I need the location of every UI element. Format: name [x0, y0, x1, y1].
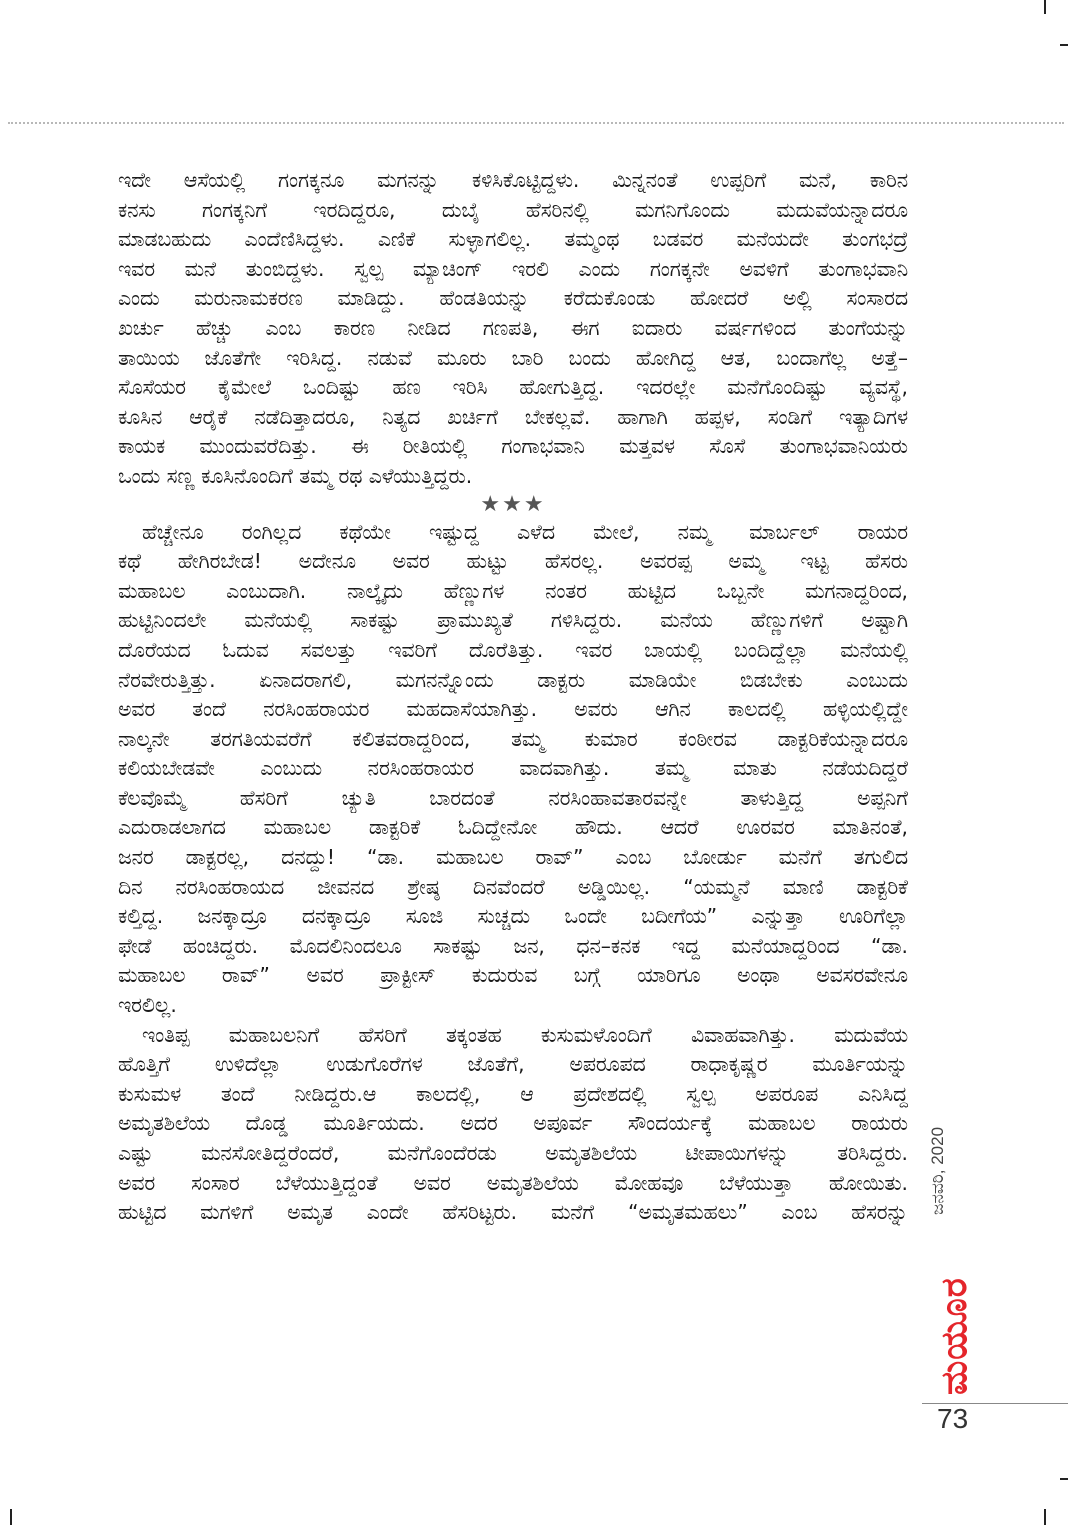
crop-mark-top-right: [1044, 0, 1046, 14]
text-line: ಅವರ ತಂದೆ ನರಸಿಂಹರಾಯರ ಮಹದಾಸೆಯಾಗಿತ್ತು. ಅವರು ಆಗಿನ ಕಾಲದಲ್ಲಿ ಹಳ್ಳಿಯಲ್ಲಿದ್ದೇ: [118, 697, 908, 722]
crop-mark-bottom-left: [10, 1509, 12, 1525]
issue-date: ಜನವರಿ, 2020: [928, 1126, 947, 1215]
text-line: ತಾಯಿಯ ಜೊತೆಗೇ ಇರಿಸಿದ್ದ. ನಡುವೆ ಮೂರು ಬಾರಿ ಬಂದು ಹೋಗಿದ್ದ ಆತ, ಬಂದಾಗೆಲ್ಲ ಅತ್ತೆ–: [118, 345, 908, 370]
paragraph-2: [118, 518, 908, 1021]
text-line: ದಿನ ನರಸಿಂಹರಾಯದ ಜೀವನದ ಶ್ರೇಷ್ಠ ದಿನವೆಂದರೆ ಅಡ್ಡಿಯಿಲ್ಲ. “ಯಮ್ಮನೆ ಮಾಣಿ ಡಾಕ್ಟರಿಕೆ: [118, 874, 908, 899]
text-line: ಕಾಯಕ ಮುಂದುವರೆದಿತ್ತು. ಈ ರೀತಿಯಲ್ಲಿ ಗಂಗಾಭವಾನಿ ಮತ್ತವಳ ಸೊಸೆ ತುಂಗಾಭವಾನಿಯರು: [118, 434, 908, 459]
magazine-logo: ಮಯೂರ: [934, 1277, 975, 1395]
text-line: ಎಂದು ಮರುನಾಮಕರಣ ಮಾಡಿದ್ದು. ಹೆಂಡತಿಯನ್ನು ಕರೆದುಕೊಂಡು ಹೋದರೆ ಅಲ್ಲಿ ಸಂಸಾರದ: [118, 286, 908, 311]
text-line: ಒಂದು ಸಣ್ಣ ಕೂಸಿನೊಂದಿಗೆ ತಮ್ಮ ರಥ ಎಳೆಯುತ್ತಿದ್ದರು.: [118, 463, 473, 488]
paragraph-1: [118, 166, 908, 492]
text-line: ದೊರೆಯದ ಓದುವ ಸವಲತ್ತು ಇವರಿಗೆ ದೊರೆತಿತ್ತು. ಇವರ ಬಾಯಲ್ಲಿ ಬಂದಿದ್ದೆಲ್ಲಾ ಮನೆಯಲ್ಲಿ: [118, 637, 908, 662]
crop-mark-bottom-right-dash: [1060, 1478, 1068, 1480]
text-line: ಕೂಸಿನ ಆರೈಕೆ ನಡೆದಿತ್ತಾದರೂ, ನಿತ್ಯದ ಖರ್ಚಿಗೆ ಬೇಕಲ್ಲವೆ. ಹಾಗಾಗಿ ಹಪ್ಪಳ, ಸಂಡಿಗೆ ಇತ್ಯಾದಿಗಳ: [118, 404, 908, 429]
text-line: ಹೆಚ್ಚೇನೂ ರಂಗಿಲ್ಲದ ಕಥೆಯೇ ಇಷ್ಟುದ್ದ ಎಳೆದ ಮೇಲೆ, ನಮ್ಮ ಮಾರ್ಬಲ್ ರಾಯರ: [142, 519, 908, 544]
text-line: ಕೆಲವೊಮ್ಮೆ ಹೆಸರಿಗೆ ಚ್ಯುತಿ ಬಾರದಂತೆ ನರಸಿಂಹಾವತಾರವನ್ನೇ ತಾಳುತ್ತಿದ್ದ ಅಪ್ಪನಿಗೆ: [118, 785, 908, 810]
text-line: ಅವರ ಸಂಸಾರ ಬೆಳೆಯುತ್ತಿದ್ದಂತೆ ಅವರ ಅಮೃತಶಿಲೆಯ ಮೋಹವೂ ಬೆಳೆಯುತ್ತಾ ಹೋಯಿತು.: [118, 1170, 908, 1195]
text-line: ಎದುರಾಡಲಾಗದ ಮಹಾಬಲ ಡಾಕ್ಟರಿಕೆ ಓದಿದ್ದೇನೋ ಹೌದು. ಆದರೆ ಊರವರ ಮಾತಿನಂತೆ,: [118, 815, 908, 840]
crop-mark-bottom-right: [1044, 1509, 1046, 1525]
text-line: ಇದೇ ಆಸೆಯಲ್ಲಿ ಗಂಗಕ್ಕನೂ ಮಗನನ್ನು ಕಳಿಸಿಕೊಟ್ಟಿದ್ದಳು. ಮಿನ್ನನಂತೆ ಉಪ್ಪರಿಗೆ ಮನೆ, ಕಾರಿನ: [118, 168, 908, 192]
text-line: ಇವರ ಮನೆ ತುಂಬಿದ್ದಳು. ಸ್ವಲ್ಪ ಮ್ಯಾಚಿಂಗ್ ಇರಲಿ ಎಂದು ಗಂಗಕ್ಕನೇ ಅವಳಿಗೆ ತುಂಗಾಭವಾನಿ: [118, 256, 908, 281]
text-line: ಹೊತ್ತಿಗೆ ಉಳಿದೆಲ್ಲಾ ಉಡುಗೊರೆಗಳ ಜೊತೆಗೆ, ಅಪರೂಪದ ರಾಧಾಕೃಷ್ಣರ ಮೂರ್ತಿಯನ್ನು: [118, 1052, 908, 1077]
text-line: ನೆರವೇರುತ್ತಿತ್ತು. ಏನಾದರಾಗಲಿ, ಮಗನನ್ನೊಂದು ಡಾಕ್ಟರು ಮಾಡಿಯೇ ಬಿಡಬೇಕು ಎಂಬುದು: [118, 667, 908, 692]
section-separator: ★★★: [480, 491, 546, 517]
text-line: ಹುಟ್ಟಿನಿಂದಲೇ ಮನೆಯಲ್ಲಿ ಸಾಕಷ್ಟು ಪ್ರಾಮುಖ್ಯತೆ ಗಳಿಸಿದ್ದರು. ಮನೆಯ ಹೆಣ್ಣುಗಳಿಗೆ ಅಷ್ಟಾಗಿ: [118, 608, 908, 633]
text-line: ಮಹಾಬಲ ಎಂಬುದಾಗಿ. ನಾಲ್ಕೈದು ಹೆಣ್ಣುಗಳ ನಂತರ ಹುಟ್ಟಿದ ಒಬ್ಬನೇ ಮಗನಾದ್ದರಿಂದ,: [118, 578, 908, 603]
text-line: ಕನಸು ಗಂಗಕ್ಕನಿಗೆ ಇರದಿದ್ದರೂ, ದುಬೈ ಹೆಸರಿನಲ್ಲಿ ಮಗನಿಗೊಂದು ಮದುವೆಯನ್ನಾದರೂ: [118, 197, 908, 222]
text-line: ಮಹಾಬಲ ರಾವ್” ಅವರ ಪ್ರಾಕ್ಟೀಸ್ ಕುದುರುವ ಬಗ್ಗೆ ಯಾರಿಗೂ ಅಂಥಾ ಅವಸರವೇನೂ: [118, 963, 908, 988]
text-line: ಇಂತಿಪ್ಪ ಮಹಾಬಲನಿಗೆ ಹೆಸರಿಗೆ ತಕ್ಕಂತಹ ಕುಸುಮಳೊಂದಿಗೆ ವಿವಾಹವಾಗಿತ್ತು. ಮದುವೆಯ: [142, 1022, 908, 1047]
text-line: ಹುಟ್ಟಿದ ಮಗಳಿಗೆ ಅಮೃತ ಎಂದೇ ಹೆಸರಿಟ್ಟರು. ಮನೆಗೆ “ಅಮೃತಮಹಲು” ಎಂಬ ಹೆಸರನ್ನು: [118, 1200, 908, 1225]
text-line: ಸೊಸೆಯರ ಕೈಮೇಲೆ ಒಂದಿಷ್ಟು ಹಣ ಇರಿಸಿ ಹೋಗುತ್ತಿದ್ದ. ಇದರಲ್ಲೇ ಮನೆಗೊಂದಿಷ್ಟು ವ್ಯವಸ್ಥೆ,: [118, 375, 908, 400]
text-line: ಎಷ್ಟು ಮನಸೋತಿದ್ದರೆಂದರೆ, ಮನೆಗೊಂದೆರಡು ಅಮೃತಶಿಲೆಯ ಟೀಪಾಯಿಗಳನ್ನು ತರಿಸಿದ್ದರು.: [118, 1141, 908, 1165]
text-line: ಕಲಿಯಬೇಡವೇ ಎಂಬುದು ನರಸಿಂಹರಾಯರ ವಾದವಾಗಿತ್ತು. ತಮ್ಮ ಮಾತು ನಡೆಯದಿದ್ದರೆ: [118, 756, 908, 781]
text-line: ಕಲ್ತಿದ್ದ. ಜನಕ್ಕಾದ್ರೂ ದನಕ್ಕಾದ್ರೂ ಸೂಜಿ ಸುಚ್ಚದು ಒಂದೇ ಬದೀಗೆಯ” ಎನ್ನುತ್ತಾ ಊರಿಗೆಲ್ಲಾ: [118, 904, 908, 929]
text-line: ಕಥೆ ಹೇಗಿರಬೇಡ! ಅದೇನೂ ಅವರ ಹುಟ್ಟು ಹೆಸರಲ್ಲ. ಅವರಪ್ಪ ಅಮ್ಮ ಇಟ್ಟ ಹೆಸರು: [118, 549, 908, 574]
text-line: ಇರಲಿಲ್ಲ.: [118, 993, 177, 1018]
header-dotted-rule: [8, 122, 1064, 124]
text-line: ಫೇಡೆ ಹಂಚಿದ್ದರು. ಮೊದಲಿನಿಂದಲೂ ಸಾಕಷ್ಟು ಜನ, ಧನ–ಕನಕ ಇದ್ದ ಮನೆಯಾದ್ದರಿಂದ “ಡಾ.: [118, 933, 908, 958]
page-number: 73: [937, 1403, 969, 1434]
paragraph-3: [118, 1021, 908, 1228]
text-line: ಜನರ ಡಾಕ್ಟರಲ್ಲ, ದನದ್ದು! “ಡಾ. ಮಹಾಬಲ ರಾವ್” ಎಂಬ ಬೋರ್ಡು ಮನೆಗೆ ತಗುಲಿದ: [118, 845, 908, 870]
text-line: ನಾಲ್ಕನೇ ತರಗತಿಯವರೆಗೆ ಕಲಿತವರಾದ್ದರಿಂದ, ತಮ್ಮ ಕುಮಾರ ಕಂಠೀರವ ಡಾಕ್ಟರಿಕೆಯನ್ನಾದರೂ: [118, 726, 908, 751]
text-line: ಮಾಡಬಹುದು ಎಂದೆಣಿಸಿದ್ದಳು. ಎಣಿಕೆ ಸುಳ್ಳಾಗಲಿಲ್ಲ. ತಮ್ಮಂಥ ಬಡವರ ಮನೆಯದೇ ತುಂಗಭದ್ರೆ: [118, 227, 908, 252]
article-body: [118, 166, 908, 1228]
text-line: ಅಮೃತಶಿಲೆಯ ದೊಡ್ಡ ಮೂರ್ತಿಯದು. ಅದರ ಅಪೂರ್ವ ಸೌಂದರ್ಯಕ್ಕೆ ಮಹಾಬಲ ರಾಯರು: [118, 1111, 908, 1136]
text-line: ಖರ್ಚು ಹೆಚ್ಚು ಎಂಬ ಕಾರಣ ನೀಡಿದ ಗಣಪತಿ, ಈಗ ಐದಾರು ವರ್ಷಗಳಿಂದ ತುಂಗೆಯನ್ನು: [118, 315, 908, 340]
text-line: ಕುಸುಮಳ ತಂದೆ ನೀಡಿದ್ದರು.ಆ ಕಾಲದಲ್ಲಿ, ಆ ಪ್ರದೇಶದಲ್ಲಿ ಸ್ವಲ್ಪ ಅಪರೂಪ ಎನಿಸಿದ್ದ: [118, 1081, 908, 1106]
crop-mark-top-right-dash: [1060, 44, 1068, 46]
